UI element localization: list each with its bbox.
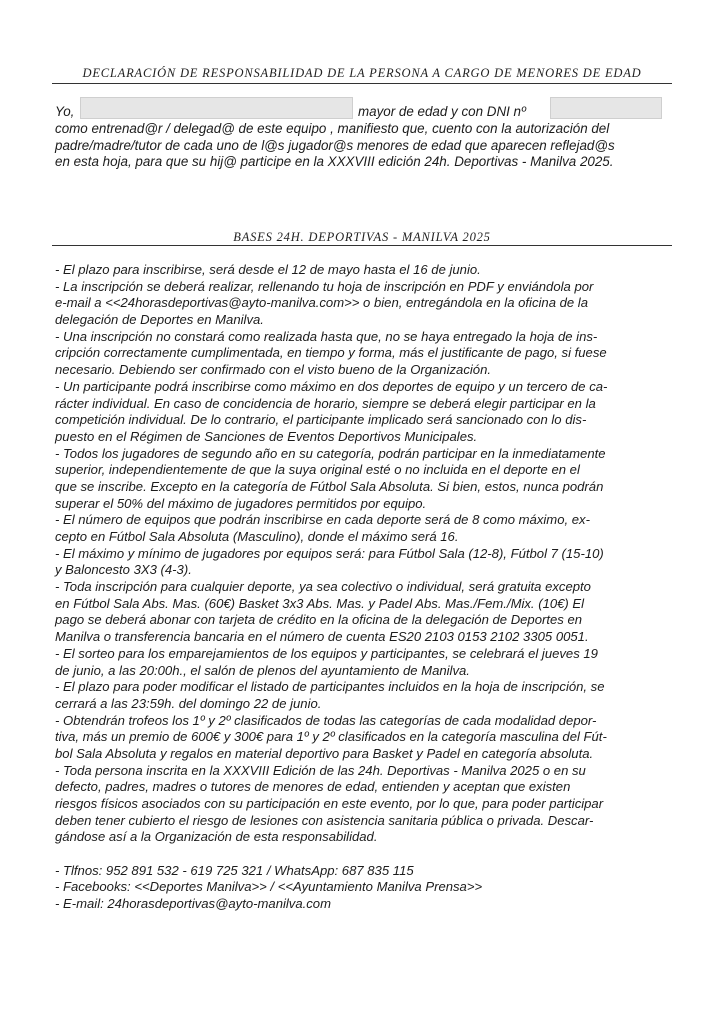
rule-line: en Fútbol Sala Abs. Mas. (60€) Basket 3x3 Abs. Mas. y Padel Abs. Mas./Fem./Mix. (10€) El <box>55 595 585 611</box>
dni-field[interactable] <box>550 97 662 119</box>
rule-line: que se inscribe. Excepto en la categoría de Fútbol Sala Absoluta. Si bien, estos, nunca podrán <box>55 478 604 494</box>
declaration-line: padre/madre/tutor de cada uno de l@s jugador@s menores de edad que aparecen reflejad@s <box>55 137 615 153</box>
contact-line: - Tlfnos: 952 891 532 - 619 725 321 / WhatsApp: 687 835 115 <box>55 862 414 878</box>
rule-line: cerrará a las 23:59h. del domingo 22 de junio. <box>55 695 322 711</box>
rule-line: competición individual. De lo contrario, el participante implicado será sancionado con lo dis- <box>55 412 587 428</box>
rule-line: superar el 50% del máximo de jugadores permitidos por equipo. <box>55 495 427 511</box>
rule-line: riesgos físicos asociados con su participación en este evento, por lo que, para poder participar <box>55 796 604 811</box>
yo-label: Yo, <box>55 104 75 119</box>
rule-line: delegación de Deportes en Manilva. <box>55 312 264 328</box>
rule-line: - Toda inscripción para cualquier deporte, ya sea colectivo o individual, será gratuita excepto <box>55 579 591 595</box>
rule-line: defecto, padres, madres o tutores de menores de edad, entienden y aceptan que existen <box>55 779 571 795</box>
rule-line: puesto en el Régimen de Sanciones de Eventos Deportivos Municipales. <box>55 428 478 444</box>
rule-line: - Obtendrán trofeos los 1º y 2º clasificados de todas las categorías de cada modalidad depor- <box>55 712 597 728</box>
rule-line: cepto en Fútbol Sala Absoluta (Masculino), donde el máximo será 16. <box>55 529 459 544</box>
rule-line: - El plazo para inscribirse, será desde el 12 de mayo hasta el 16 de junio. <box>55 262 481 277</box>
dni-label: mayor de edad y con DNI nº <box>358 104 526 119</box>
spacer <box>55 846 675 863</box>
rule-line: de junio, a las 20:00h., el salón de plenos del ayuntamiento de Manilva. <box>55 662 470 678</box>
title-underline <box>52 83 672 84</box>
declaration-title: DECLARACIÓN DE RESPONSABILIDAD DE LA PERSONA A CARGO DE MENORES DE EDAD <box>82 66 642 80</box>
declaration-line: en esta hoja, para que su hij@ participe en la XXXVIII edición 24h. Deportivas - Manilva 2025. <box>55 154 614 170</box>
bases-title: BASES 24H. DEPORTIVAS - MANILVA 2025 <box>233 230 491 244</box>
rule-line: cripción correctamente cumplimentada, en tiempo y forma, más el justificante de pago, si fuese <box>55 345 607 361</box>
rule-line: rácter individual. En caso de concidencia de horario, siempre se deberá elegir participar en la <box>55 395 596 411</box>
name-field[interactable] <box>80 97 353 119</box>
contact-line: - Facebooks: <<Deportes Manilva>> / <<Ayuntamiento Manilva Prensa>> <box>55 879 483 895</box>
rule-line: - Una inscripción no constará como realizada hasta que, no se haya entregado la hoja de ins- <box>55 328 598 344</box>
rule-line: tiva, más un premio de 600€ y 300€ para 1º y 2º clasificados en la categoría masculina del Fút- <box>55 729 607 745</box>
rule-line: Manilva o transferencia bancaria en el número de cuenta ES20 2103 0153 2102 3305 0051. <box>55 629 589 645</box>
rule-line: - Un participante podrá inscribirse como máximo en dos deportes de equipo y un tercero de ca- <box>55 378 608 394</box>
rule-line: - El plazo para poder modificar el listado de participantes incluidos en la hoja de inscripción, se <box>55 679 605 695</box>
rule-line: pago se deberá abonar con tarjeta de crédito en la oficina de la delegación de Deportes en <box>55 612 583 628</box>
rule-line: superior, independientemente de que la suya original esté o no incluida en el deporte en el <box>55 462 580 478</box>
bases-rules <box>55 262 675 913</box>
declaration-text <box>55 121 675 171</box>
rule-line: - Toda persona inscrita en la XXXVIII Edición de las 24h. Deportivas - Manilva 2025 o en su <box>55 762 586 778</box>
rule-line: - El número de equipos que podrán inscribirse en cada deporte será de 8 como máximo, ex- <box>55 512 590 528</box>
rule-line: necesario. Debiendo ser confirmado con el visto bueno de la Organización. <box>55 362 491 378</box>
declaration-line: como entrenad@r / delegad@ de este equipo , manifiesto que, cuento con la autorización del <box>55 121 610 136</box>
rule-line: - La inscripción se deberá realizar, rellenando tu hoja de inscripción en PDF y enviándola por <box>55 278 594 294</box>
rule-line: gándose así a la Organización de esta responsabilidad. <box>55 829 378 845</box>
rule-line: - El máximo y mínimo de jugadores por equipos será: para Fútbol Sala (12-8), Fútbol 7 (15-10) <box>55 545 604 561</box>
bases-underline <box>52 245 672 246</box>
rule-line: - El sorteo para los emparejamientos de los equipos y participantes, se celebrará el jueves 19 <box>55 645 598 661</box>
rule-line: - Todos los jugadores de segundo año en su categoría, podrán participar en la inmediatamente <box>55 445 606 461</box>
rule-line: bol Sala Absoluta y regalos en material deportivo para Basket y Padel en categoría absoluta. <box>55 745 594 761</box>
contact-line: - E-mail: 24horasdeportivas@ayto-manilva.com <box>55 896 331 912</box>
rule-line: deben tener cubierto el riesgo de lesiones con asistencia sanitaria pública o privada. Descar- <box>55 812 594 828</box>
rule-line: e-mail a <<24horasdeportivas@ayto-manilva.com>> o bien, entregándola en la oficina de la <box>55 295 589 311</box>
rule-line: y Baloncesto 3X3 (4-3). <box>55 562 192 578</box>
